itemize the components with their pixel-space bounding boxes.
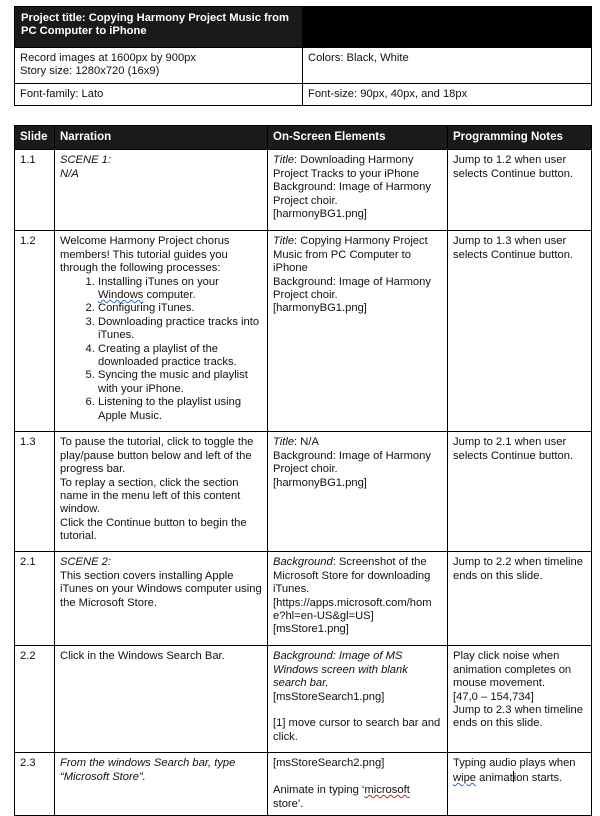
list-item: 4. Creating a playlist of the downloaded practice tracks. (98, 343, 262, 370)
font-size-cell: Font-size: 90px, 40px, and 18px (303, 83, 592, 105)
notes-cell: Jump to 2.2 when timeline ends on this slide. (448, 552, 592, 646)
table-row (15, 753, 592, 816)
slide-number: 2.3 (15, 753, 55, 816)
col-header-onscreen: On-Screen Elements (268, 126, 448, 150)
narration-cell: SCENE 1: N/A (55, 150, 268, 231)
onscreen-cell: Background: Image of MS Windows screen with blank search bar. [msStoreSearch1.png] [1] move cursor to search bar and click. (268, 646, 448, 753)
slide-number: 2.1 (15, 552, 55, 646)
narration-cell: From the windows Search bar, type “Microsoft Store”. (55, 753, 268, 816)
narration-cell: To pause the tutorial, click to toggle the play/pause button below and left of the progress bar. To replay a section, click the section name in the menu left of this content window. Click the Continue button to begin the tutorial. (55, 432, 268, 552)
slide-number: 1.1 (15, 150, 55, 231)
narration-cell: Welcome Harmony Project chorus members! This tutorial guides you through the following processes: 1. Installing iTunes on your Windows computer. 2. Configuring iTunes. 3. Downloading practice tracks into iTunes. 4. Creating a playlist of the downloaded practice tracks. 5. Syncing the music and playlist with your iPhone. 6. Listening to the playlist using Apple Music. (55, 231, 268, 432)
notes-cell: Typing audio plays when wipe animation starts. (448, 753, 592, 816)
table-row (15, 552, 592, 646)
notes-cell: Play click noise when animation completes on mouse movement. [47,0 – 154,734] Jump to 2.3 when timeline ends on this slide. (448, 646, 592, 753)
onscreen-cell: Background: Screenshot of the Microsoft Store for downloading iTunes. [https://apps.microsoft.com/home?hl=en-US&gl=US] [msStore1.png] (268, 552, 448, 646)
list-item: 6. Listening to the playlist using Apple Music. (98, 396, 262, 423)
project-header-table (14, 6, 592, 106)
record-text: Record images at 1600px by 900px (20, 52, 197, 64)
col-header-slide: Slide (15, 126, 55, 150)
onscreen-cell: Title: N/A Background: Image of Harmony Project choir. [harmonyBG1.png] (268, 432, 448, 552)
onscreen-cell: Title: Copying Harmony Project Music from PC Computer to iPhone Background: Image of Harmony Project choir. [harmonyBG1.png] (268, 231, 448, 432)
slide-number: 2.2 (15, 646, 55, 753)
list-item: 3. Downloading practice tracks into iTunes. (98, 316, 262, 343)
slide-number: 1.2 (15, 231, 55, 432)
colors-cell: Colors: Black, White (303, 48, 592, 84)
font-family-cell: Font-family: Lato (15, 83, 303, 105)
table-row (15, 432, 592, 552)
story-size-text: Story size: 1280x720 (16x9) (20, 65, 160, 78)
process-list (60, 276, 262, 423)
list-item: 2. Configuring iTunes. (98, 302, 262, 315)
list-item: 5. Syncing the music and playlist with your iPhone. (98, 369, 262, 396)
table-header-row (15, 126, 592, 150)
col-header-narration: Narration (55, 126, 268, 150)
project-title: Project title: Copying Harmony Project Music from PC Computer to iPhone (15, 7, 303, 48)
onscreen-cell: Title: Downloading Harmony Project Tracks to your iPhone Background: Image of Harmony Project choir. [harmonyBG1.png] (268, 150, 448, 231)
table-row (15, 646, 592, 753)
record-size-cell (15, 48, 303, 84)
storyboard-table (14, 125, 592, 816)
narration-cell: SCENE 2: This section covers installing Apple iTunes on your Windows computer using the Microsoft Store. (55, 552, 268, 646)
narration-cell: Click in the Windows Search Bar. (55, 646, 268, 753)
table-row (15, 231, 592, 432)
list-item: 1. Installing iTunes on your Windows computer. (98, 276, 262, 303)
notes-cell: Jump to 1.2 when user selects Continue button. (448, 150, 592, 231)
onscreen-cell: [msStoreSearch2.png] Animate in typing ‘microsoft store’. (268, 753, 448, 816)
notes-cell: Jump to 1.3 when user selects Continue button. (448, 231, 592, 432)
header-black-cell (303, 7, 592, 48)
table-row (15, 150, 592, 231)
col-header-notes: Programming Notes (448, 126, 592, 150)
notes-cell: Jump to 2.1 when user selects Continue button. (448, 432, 592, 552)
slide-number: 1.3 (15, 432, 55, 552)
